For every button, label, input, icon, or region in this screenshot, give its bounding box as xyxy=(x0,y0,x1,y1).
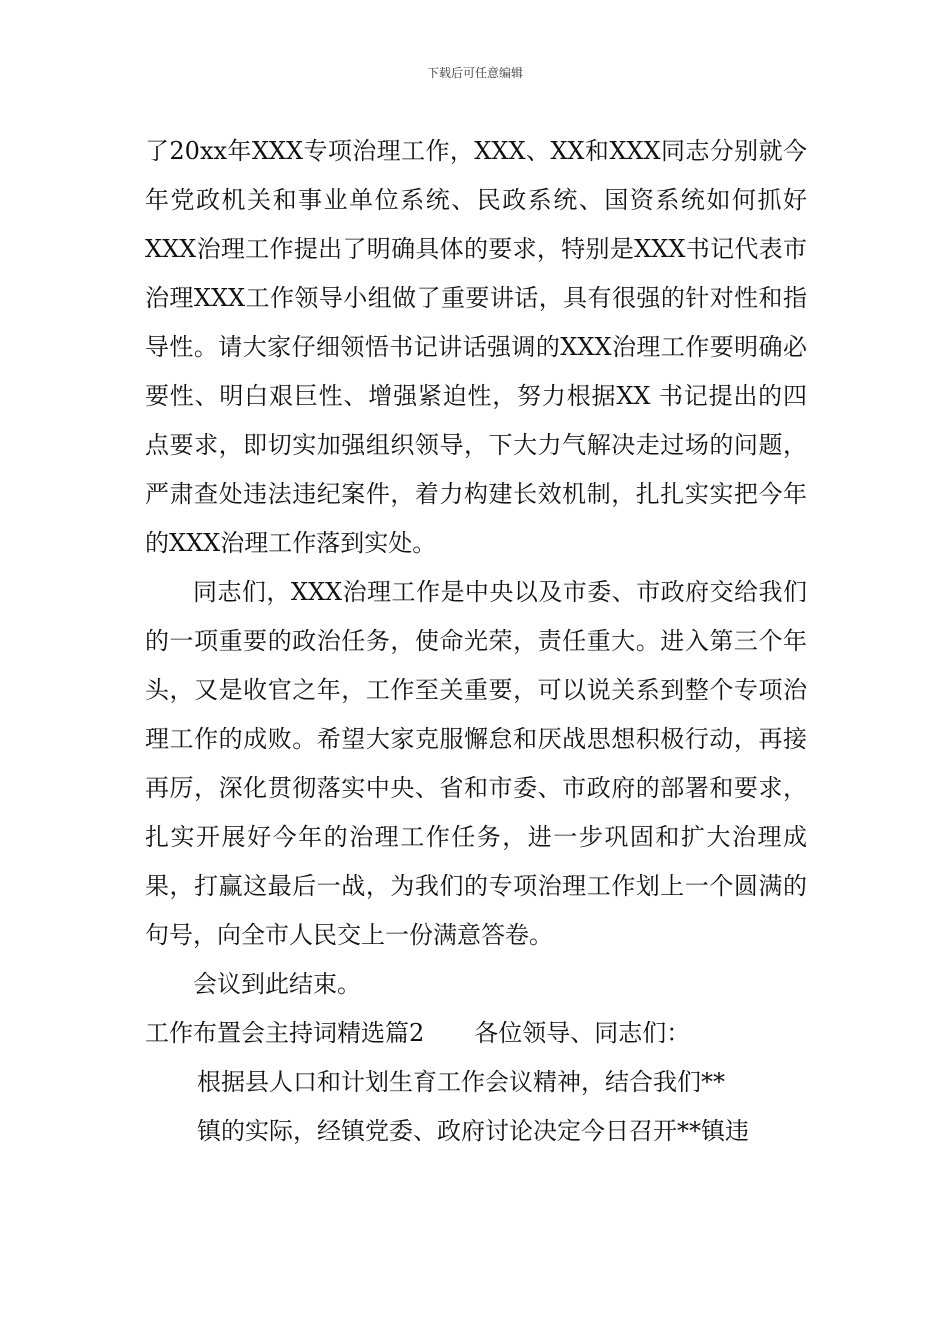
paragraph-3: 会议到此结束。 xyxy=(193,970,361,998)
paragraph-2: 同志们，XXX治理工作是中央以及市委、市政府交给我们的一项重要的政治任务，使命光荣，责任重大。进入第三个年头，又是收官之年，工作至关重要，可以说关系到整个专项治理工作的成败。希望大家克服懈怠和厌战思想积极行动，再接再厉，深化贯彻落实中央、省和市委、市政府的部署和要求，扎实开展好今年的治理工作任务，进一步巩固和扩大治理成果，打赢这最后一战，为我们的专项治理工作划上一个圆满的句号，向全市人民交上一份满意答卷。 xyxy=(145,578,807,949)
section-heading xyxy=(145,1009,807,1058)
section-greeting: 各位领导、同志们： xyxy=(474,1019,691,1047)
document-body xyxy=(145,127,807,1156)
paragraph-1: 了20xx年XXX专项治理工作，XXX、XX和XXX同志分别就今年党政机关和事业单位系统、民政系统、国资系统如何抓好XXX治理工作提出了明确具体的要求，特别是XXX书记代表市治理XXX工作领导小组做了重要讲话，具有很强的针对性和指导性。请大家仔细领悟书记讲话强调的XXX治理工作要明确必要性、明白艰巨性、增强紧迫性，努力根据XX 书记提出的四点要求，即切实加强组织领导，下大力气解决走过场的问题，严肃查处违法违纪案件，着力构建长效机制，扎扎实实把今年的XXX治理工作落到实处。 xyxy=(145,137,807,557)
page-header: 下载后可任意编辑 xyxy=(426,66,523,80)
paragraph-5: 镇的实际，经镇党委、政府讨论决定今日召开**镇违 xyxy=(197,1117,749,1145)
section-title: 工作布置会主持词精选篇2 xyxy=(145,1019,425,1047)
paragraph-4: 根据县人口和计划生育工作会议精神，结合我们** xyxy=(197,1068,725,1096)
